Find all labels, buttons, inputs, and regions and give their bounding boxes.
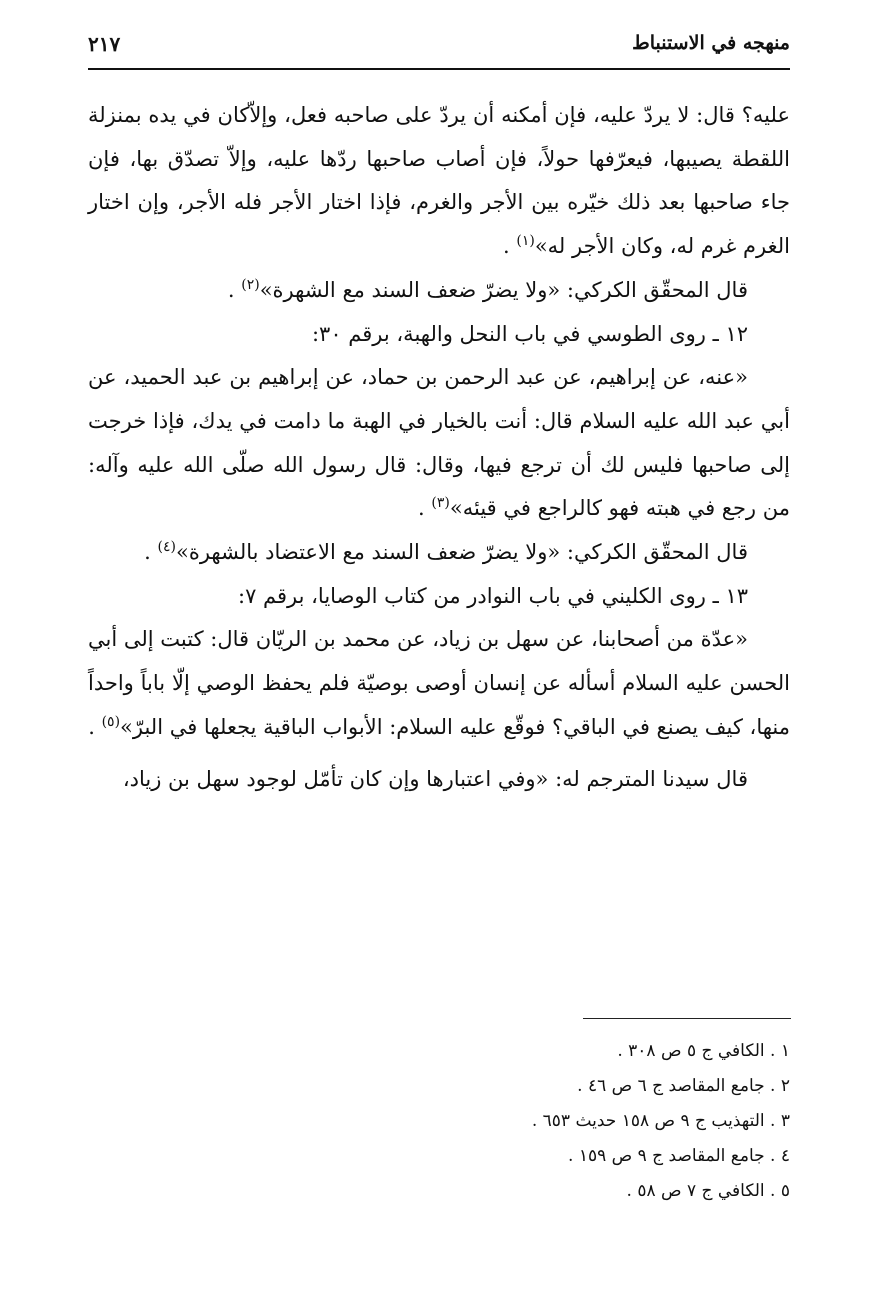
footnote: ٤ . جامع المقاصد ج ٩ ص ١٥٩ . xyxy=(568,1146,790,1166)
paragraph xyxy=(88,269,790,313)
footnote: ١ . الكافي ج ٥ ص ٣٠٨ . xyxy=(617,1041,790,1061)
footnote-divider xyxy=(583,1018,791,1019)
paragraph-tail: . xyxy=(502,234,517,259)
footnote-ref: (٤) xyxy=(157,539,176,556)
paragraph-tail: . xyxy=(418,496,432,521)
paragraph-text: ١٢ ـ روى الطوسي في باب النحل والهبة، برقم ٣٠: xyxy=(311,321,748,346)
main-text xyxy=(88,94,790,801)
paragraph-text: قال المحقّق الكركي: «ولا يضرّ ضعف السند مع الاعتضاد بالشهرة» xyxy=(175,540,748,565)
paragraph xyxy=(88,94,790,269)
footnote: ٥ . الكافي ج ٧ ص ٥٨ . xyxy=(626,1181,790,1201)
paragraph-tail: . xyxy=(144,540,158,565)
paragraph-tail: . xyxy=(227,277,242,302)
paragraph xyxy=(88,758,790,802)
footnote-ref: (٣) xyxy=(431,495,450,512)
paragraph-text: قال المحقّق الكركي: «ولا يضرّ ضعف السند مع الشهرة» xyxy=(259,277,748,302)
paragraph-text: ١٣ ـ روى الكليني في باب النوادر من كتاب الوصايا، برقم ٧: xyxy=(238,583,748,608)
paragraph xyxy=(88,618,790,749)
paragraph-text: قال سيدنا المترجم له: «وفي اعتبارها وإن كان تأمّل لوجود سهل بن زياد، xyxy=(122,766,748,791)
footnote-ref: (٢) xyxy=(241,276,260,293)
header-title: منهجه في الاستنباط xyxy=(632,32,790,54)
paragraph-text: «عنه، عن إبراهيم، عن عبد الرحمن بن حماد، عن إبراهيم بن عبد الحميد، عن أبي عبد الله عليه السلام قال: أنت بالخيار في الهبة ما دامت في يدك، فإذا خرجت إلى صاحبها فليس لك أن ترجع فيها، وقال: قال رسول الله صلّى الله عليه وآله: من رجع في هبته فهو كالراجع في قيئه» xyxy=(88,365,790,521)
paragraph xyxy=(88,531,790,575)
running-header xyxy=(88,30,790,70)
paragraph-text: عليه؟ قال: لا يردّ عليه، فإن أمكنه أن يردّ على صاحبه فعل، وإلاّكان في يده بمنزلة اللقطة يصيبها، فيعرّفها حولاً، فإن أصاب صاحبها ردّها عليه، وإلاّ تصدّق بها، فإن جاء صاحبها بعد ذلك خيّره بين الأجر والغرم، فإذا اختار الأجر فله الأجر، وإن اختار الغرم غرم له، وكان الأجر له» xyxy=(88,103,790,259)
footnote-ref: (١) xyxy=(516,233,535,250)
paragraph xyxy=(88,356,790,531)
paragraph-text: «عدّة من أصحابنا، عن سهل بن زياد، عن محمد بن الريّان قال: كتبت إلى أبي الحسن عليه السلام أسأله عن إنسان أوصى بوصيّة فلم يحفظ الوصي إلّا باباً واحداً منها، كيف يصنع في الباقي؟ فوقّع عليه السلام: الأبواب الباقية يجعلها في البرّ» xyxy=(88,627,790,739)
paragraph xyxy=(88,313,790,357)
paragraph xyxy=(88,575,790,619)
paragraph-tail: . xyxy=(88,714,102,739)
page-number: ٢١٧ xyxy=(88,32,121,56)
footnote: ٣ . التهذيب ج ٩ ص ١٥٨ حديث ٦٥٣ . xyxy=(531,1111,790,1131)
footnote: ٢ . جامع المقاصد ج ٦ ص ٤٦ . xyxy=(577,1076,790,1096)
footnotes xyxy=(420,1034,790,1209)
footnote-ref: (٥) xyxy=(101,713,121,730)
